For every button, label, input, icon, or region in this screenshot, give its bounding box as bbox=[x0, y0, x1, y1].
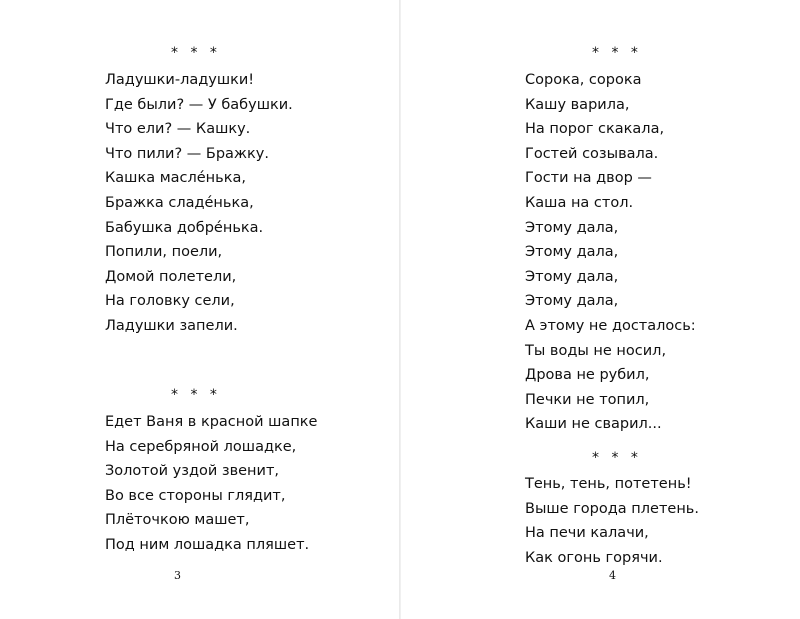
poem-separator: * * * bbox=[592, 450, 642, 466]
poem-line: Выше города плетень. bbox=[525, 500, 699, 517]
poem-line: Попили, поели, bbox=[105, 244, 223, 261]
poem-line: Гостей созывала. bbox=[525, 145, 659, 162]
left-page bbox=[0, 0, 399, 619]
poem-line: Что ели? — Кашку. bbox=[105, 121, 251, 138]
poem-line: Печки не топил, bbox=[525, 391, 650, 408]
poem-line: На порог скакала, bbox=[525, 121, 665, 138]
poem-line: На печи калачи, bbox=[525, 525, 649, 542]
poem-line: Кашу варила, bbox=[525, 96, 630, 113]
poem-line: Под ним лошадка пляшет. bbox=[105, 537, 310, 553]
poem-line: Бабушка добрéнька. bbox=[105, 219, 264, 236]
poem-line: На головку сели, bbox=[105, 293, 235, 310]
poem-line: Дрова не рубил, bbox=[525, 367, 650, 384]
poem-line: Этому дала, bbox=[525, 293, 619, 310]
poem-line: Тень, тень, потетень! bbox=[525, 476, 692, 492]
poem-line: На серебряной лошадке, bbox=[105, 438, 297, 455]
page-number-left: 3 bbox=[174, 569, 181, 582]
poem-line: Едет Ваня в красной шапке bbox=[105, 414, 318, 430]
poem-line: Как огонь горячи. bbox=[525, 549, 663, 566]
poem-line: Ладушки-ладушки! bbox=[105, 72, 255, 88]
poem-line: А этому не досталось: bbox=[525, 318, 696, 334]
poem-line: Гости на двор — bbox=[525, 170, 652, 187]
poem-separator: * * * bbox=[592, 45, 642, 61]
poem-line: Где были? — У бабушки. bbox=[105, 96, 293, 113]
poem-line: Этому дала, bbox=[525, 268, 619, 285]
poem-line: Плёточкою машет, bbox=[105, 512, 250, 529]
poem-line: Во все стороны глядит, bbox=[105, 487, 286, 504]
poem-line: Домой полетели, bbox=[105, 268, 237, 285]
poem-separator: * * * bbox=[171, 387, 221, 403]
poem-line: Золотой уздой звенит, bbox=[105, 463, 280, 480]
poem-line: Ты воды не носил, bbox=[525, 342, 667, 359]
poem-line: Этому дала, bbox=[525, 219, 619, 236]
poem-line: Каши не сварил... bbox=[525, 416, 662, 433]
right-page bbox=[401, 0, 800, 619]
poem-line: Сорока, сорока bbox=[525, 72, 642, 88]
poem-line: Что пили? — Бражку. bbox=[105, 145, 269, 162]
page-number-right: 4 bbox=[609, 569, 616, 582]
poem-line: Каша на стол. bbox=[525, 195, 634, 211]
poem-line: Кашка маслéнька, bbox=[105, 170, 246, 187]
poem-line: Бражка сладéнька, bbox=[105, 195, 254, 211]
poem-separator: * * * bbox=[171, 45, 221, 61]
poem-line: Ладушки запели. bbox=[105, 318, 238, 334]
poem-line: Этому дала, bbox=[525, 244, 619, 261]
